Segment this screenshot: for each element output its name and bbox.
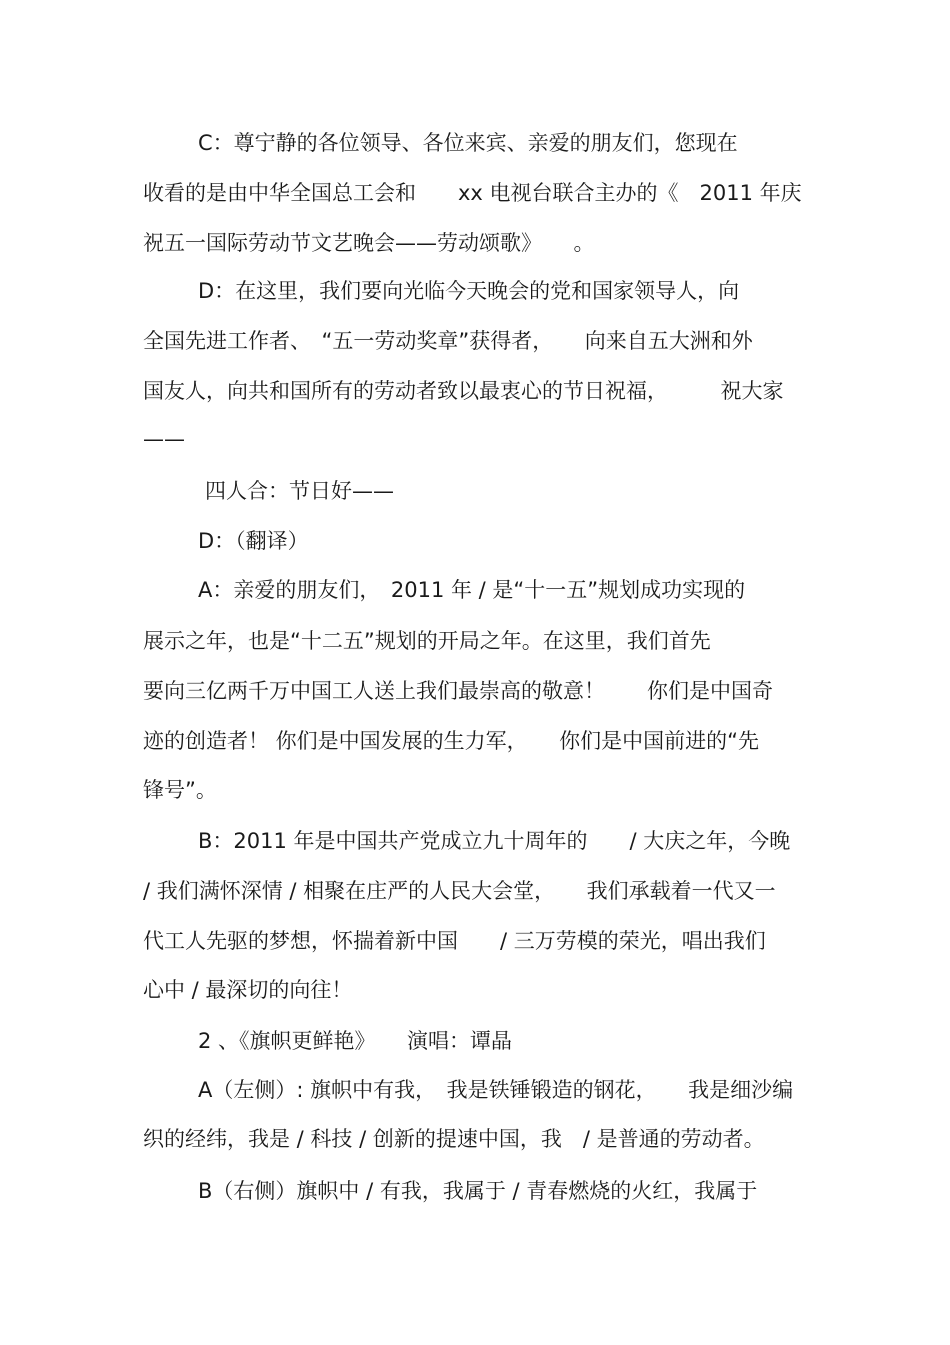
text-line: 锋号”。 bbox=[143, 778, 217, 802]
text-line: 代工人先驱的梦想，怀揣着新中国 / 三万劳模的荣光，唱出我们 bbox=[143, 929, 766, 953]
text-line: —— bbox=[143, 427, 185, 451]
text-line: 收看的是由中华全国总工会和 xx 电视台联合主办的《 2011 年庆 bbox=[143, 181, 802, 205]
text-line: 迹的创造者！ 你们是中国发展的生力军， 你们是中国前进的“先 bbox=[143, 729, 760, 753]
text-line: C：尊宁静的各位领导、各位来宾、亲爱的朋友们，您现在 bbox=[198, 131, 738, 155]
text-line: 织的经纬，我是 / 科技 / 创新的提速中国，我 / 是普通的劳动者。 bbox=[143, 1127, 765, 1151]
text-line: A（左侧）: 旗帜中有我， 我是铁锤锻造的钢花， 我是细沙编 bbox=[198, 1078, 794, 1102]
text-line: B（右侧）旗帜中 / 有我，我属于 / 青春燃烧的火红，我属于 bbox=[198, 1179, 758, 1203]
text-line: / 我们满怀深情 / 相聚在庄严的人民大会堂， 我们承载着一代又一 bbox=[143, 879, 776, 903]
text-line: 心中 / 最深切的向往！ bbox=[143, 978, 353, 1002]
text-line: A：亲爱的朋友们， 2011 年 / 是“十一五”规划成功实现的 bbox=[198, 578, 746, 602]
text-line: 展示之年，也是“十二五”规划的开局之年。在这里，我们首先 bbox=[143, 629, 711, 653]
text-line: 2 、《旗帜更鲜艳》 演唱：谭晶 bbox=[198, 1029, 513, 1053]
text-line: 国友人，向共和国所有的劳动者致以最衷心的节日祝福， 祝大家 bbox=[143, 379, 784, 403]
text-line: 全国先进工作者、 “五一劳动奖章”获得者， 向来自五大洲和外 bbox=[143, 329, 753, 353]
text-line: D：（翻译） bbox=[198, 529, 309, 553]
text-line: 祝五一国际劳动节文艺晚会——劳动颂歌》 。 bbox=[143, 231, 595, 255]
text-line: 四人合：节日好—— bbox=[205, 479, 394, 503]
text-line: D：在这里，我们要向光临今天晚会的党和国家领导人，向 bbox=[198, 279, 740, 303]
text-line: B：2011 年是中国共产党成立九十周年的 / 大庆之年，今晚 bbox=[198, 829, 791, 853]
text-line: 要向三亿两千万中国工人送上我们最崇高的敬意！ 你们是中国奇 bbox=[143, 679, 773, 703]
